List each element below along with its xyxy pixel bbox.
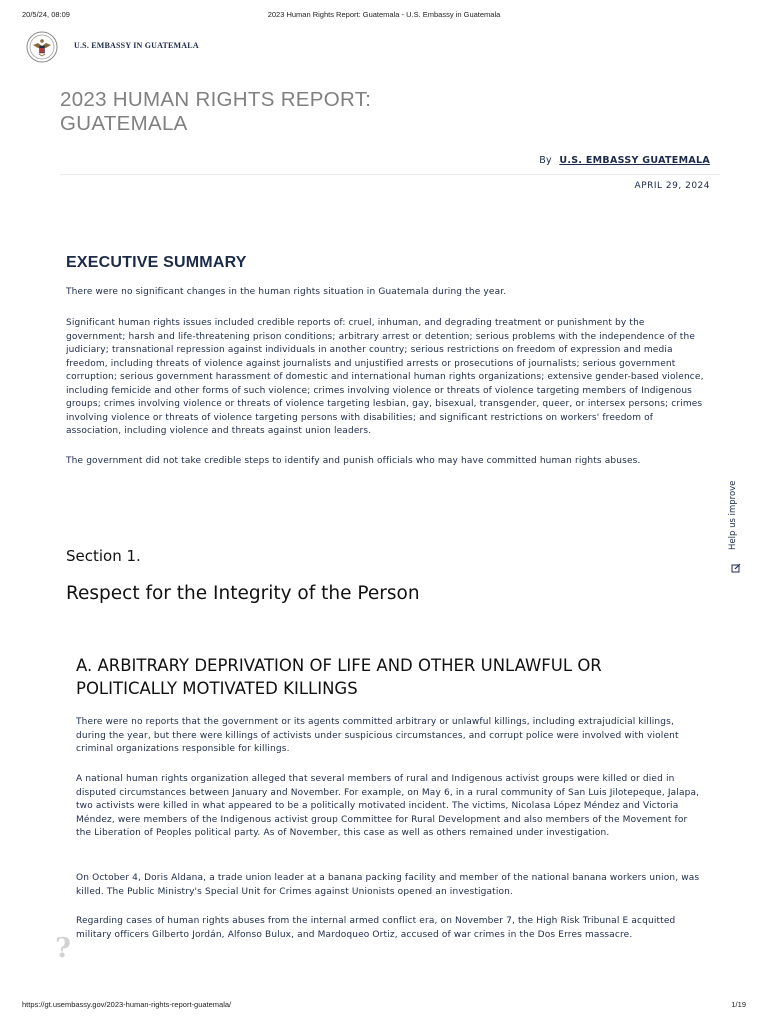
print-datetime: 20/5/24, 08:09: [22, 10, 70, 19]
byline-prefix: By: [539, 155, 552, 166]
body-paragraph: On October 4, Doris Aldana, a trade union leader at a banana packing facility and member of the national banana workers union, was killed. The Public Ministry's Special Unit for Crimes against Unionists opened an investigation.: [76, 873, 700, 897]
print-url: https://gt.usembassy.gov/2023-human-rights-report-guatemala/: [22, 1000, 232, 1009]
embassy-seal-icon[interactable]: [26, 31, 58, 63]
body-paragraph: There were no reports that the government or its agents committed arbitrary or unlawful killings, including extrajudicial killings, during the year, but there were killings of activists under suspicious circumstances, and corrupt police were involved with violent criminal organizations responsible for killings.: [76, 717, 679, 754]
section-label: Section 1.: [66, 547, 141, 565]
section-title: Respect for the Integrity of the Person: [66, 583, 420, 604]
summary-paragraph: The government did not take credible steps to identify and punish officials who may have committed human rights abuses.: [66, 456, 641, 466]
author-link[interactable]: U.S. EMBASSY GUATEMALA: [559, 155, 710, 166]
print-footer: [22, 1000, 746, 1012]
summary-paragraph: There were no significant changes in the human rights situation in Guatemala during the year.: [66, 287, 507, 297]
help-us-improve-tab[interactable]: [728, 478, 744, 573]
page-title: 2023 HUMAN RIGHTS REPORT: GUATEMALA: [60, 88, 372, 135]
subsection-heading: A. ARBITRARY DEPRIVATION OF LIFE AND OTHER UNLAWFUL OR POLITICALLY MOTIVATED KILLINGS: [76, 656, 602, 698]
publish-date: APRIL 29, 2024: [634, 181, 710, 191]
print-header: [22, 10, 746, 22]
header-divider: [60, 174, 720, 175]
byline: [539, 155, 710, 166]
site-name-link[interactable]: U.S. EMBASSY IN GUATEMALA: [74, 41, 199, 50]
executive-summary-heading: EXECUTIVE SUMMARY: [66, 254, 247, 271]
question-mark-icon[interactable]: ?: [50, 933, 76, 965]
summary-paragraph: Significant human rights issues included credible reports of: cruel, inhuman, and degrading treatment or punishment by the government; harsh and life-threatening prison conditions; arbitrary arrest or detention; serious problems with the independence of the judiciary; transnational repression against individuals in another country; serious restrictions on freedom of expression and media freedom, including threats of violence against journalists and unjustified arrests or prosecutions of journalists; serious government corruption; serious government harassment of domestic and international human rights organizations; extensive gender-based violence, including femicide and other forms of such violence; crimes involving violence or threats of violence targeting members of Indigenous groups; crimes involving violence or threats of violence targeting lesbian, gay, bisexual, transgender, queer, or intersex persons; crimes involving violence or threats of violence targeting persons with disabilities; and significant restrictions on workers' freedom of association, including violence and threats against union leaders.: [66, 318, 704, 436]
edit-icon: [731, 558, 741, 568]
help-us-improve-label: Help us improve: [728, 480, 738, 550]
body-paragraph: Regarding cases of human rights abuses from the internal armed conflict era, on November 7, the High Risk Tribunal E acquitted military officers Gilberto Jordán, Alfonso Bulux, and Mardoqueo Ortiz, accused of war crimes in the Dos Erres massacre.: [76, 916, 676, 940]
print-page-number: 1/19: [731, 1000, 746, 1009]
body-paragraph: A national human rights organization alleged that several members of rural and Indigenous activist groups were killed or died in disputed circumstances between January and November. For example, on May 6, in a rural community of San Luis Jilotepeque, Jalapa, two activists were killed in what appeared to be a politically motivated incident. The victims, Nicolasa López Méndez and Victoria Méndez, were members of the Indigenous activist group Committee for Rural Development and also members of the Movement for the Liberation of Peoples political party. As of November, this case as well as others remained under investigation.: [76, 774, 700, 838]
print-page-title: 2023 Human Rights Report: Guatemala - U.S. Embassy in Guatemala: [267, 10, 501, 19]
